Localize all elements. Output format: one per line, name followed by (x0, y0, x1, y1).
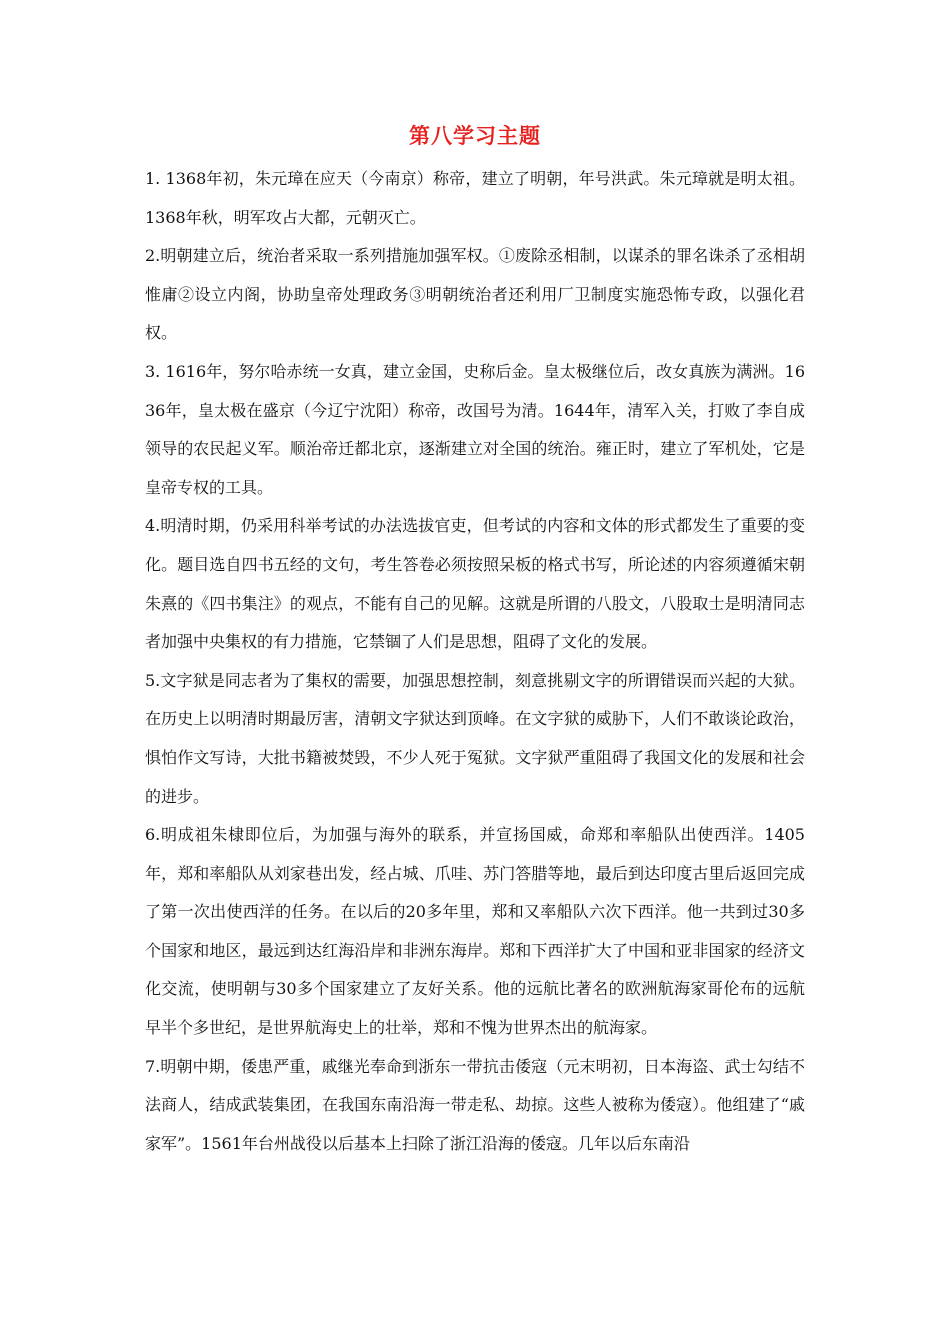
document-body (145, 160, 805, 1163)
paragraph-1: 1. 1368年初，朱元璋在应天（今南京）称帝，建立了明朝，年号洪武。朱元璋就是明太祖。1368年秋，明军攻占大都，元朝灭亡。 (145, 169, 805, 227)
paragraph-2: 2.明朝建立后，统治者采取一系列措施加强军权。①废除丞相制，以谋杀的罪名诛杀了丞相胡惟庸②设立内阁，协助皇帝处理政务③明朝统治者还利用厂卫制度实施恐怖专政，以强化君权。 (145, 246, 805, 343)
paragraph-4: 4.明清时期，仍采用科举考试的办法选拔官吏，但考试的内容和文体的形式都发生了重要的变化。题目选自四书五经的文句，考生答卷必须按照呆板的格式书写，所论述的内容须遵循宋朝朱熹的《四书集注》的观点，不能有自己的见解。这就是所谓的八股文，八股取士是明清同志者加强中央集权的有力措施，它禁锢了人们是思想，阻碍了文化的发展。 (145, 516, 805, 652)
document-title: 第八学习主题 (409, 124, 541, 148)
paragraph-3: 3. 1616年，努尔哈赤统一女真，建立金国，史称后金。皇太极继位后，改女真族为满洲。1636年，皇太极在盛京（今辽宁沈阳）称帝，改国号为清。1644年，清军入关，打败了李自成领导的农民起义军。顺治帝迁都北京，逐渐建立对全国的统治。雍正时，建立了军机处，它是皇帝专权的工具。 (145, 361, 805, 497)
paragraph-6: 6.明成祖朱棣即位后，为加强与海外的联系，并宣扬国威，命郑和率船队出使西洋。1405年，郑和率船队从刘家巷出发，经占城、爪哇、苏门答腊等地，最后到达印度古里后返回完成了第一次出使西洋的任务。在以后的20多年里，郑和又率船队六次下西洋。他一共到过30多个国家和地区，最远到达红海沿岸和非洲东海岸。郑和下西洋扩大了中国和亚非国家的经济文化交流，使明朝与30多个国家建立了友好关系。他的远航比著名的欧洲航海家哥伦布的远航早半个多世纪，是世界航海史上的壮举，郑和不愧为世界杰出的航海家。 (145, 825, 805, 1038)
paragraph-5: 5.文字狱是同志者为了集权的需要，加强思想控制，刻意挑剔文字的所谓错误而兴起的大狱。在历史上以明清时期最厉害，清朝文字狱达到顶峰。在文字狱的威胁下，人们不敢谈论政治，惧怕作文写诗，大批书籍被焚毁，不少人死于冤狱。文字狱严重阻碍了我国文化的发展和社会的进步。 (145, 670, 805, 806)
paragraph-7: 7.明朝中期，倭患严重，戚继光奉命到浙东一带抗击倭寇（元末明初，日本海盗、武士勾结不法商人，结成武装集团，在我国东南沿海一带走私、劫掠。这些人被称为倭寇）。他组建了“戚家军”。1561年台州战役以后基本上扫除了浙江沿海的倭寇。几年以后东南沿 (145, 1056, 805, 1153)
